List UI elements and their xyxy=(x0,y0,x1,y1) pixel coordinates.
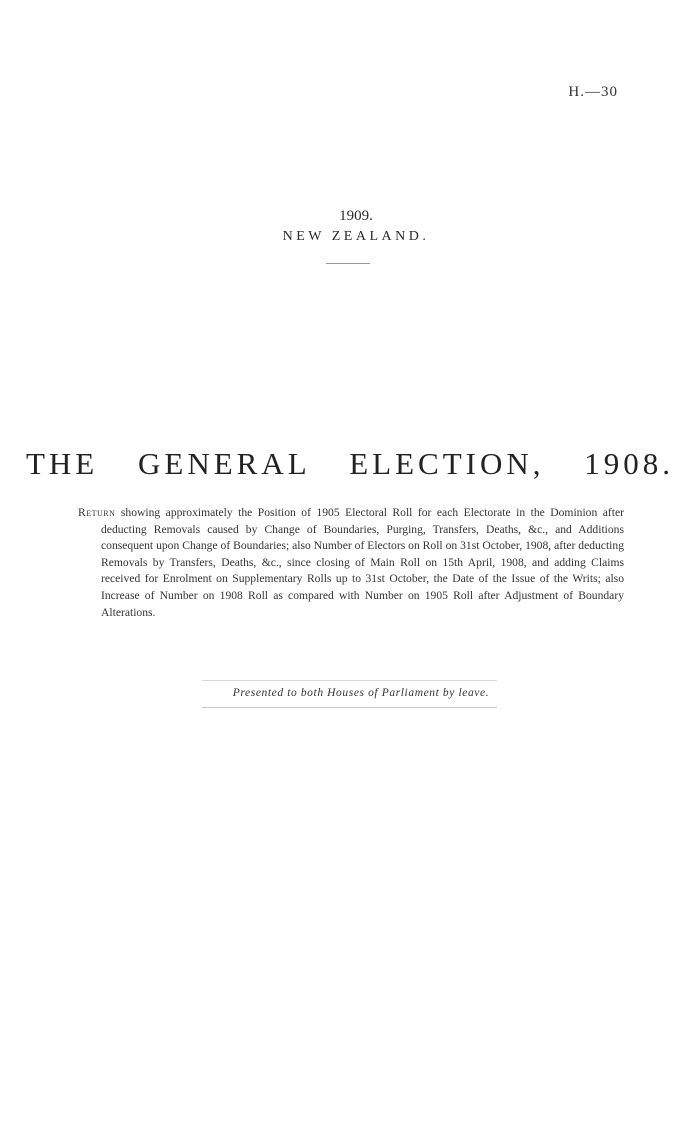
main-title: THE GENERAL ELECTION, 1908. xyxy=(25,446,675,481)
title-divider xyxy=(326,263,370,264)
country-heading: NEW ZEALAND. xyxy=(282,229,430,244)
presented-top-rule xyxy=(202,680,497,681)
return-body: showing approximately the Position of 1905 Electoral Roll for each Electorate in the Dominion after deducting Removals caused by Change of Boundaries, Purging, Transfers, Deaths, &c., and Additions consequent upon Change of Boundaries; also Number of Electors on Roll on 31st October, 1908, after deducting Removals by Transfers, Deaths, &c., since closing of Main Roll on 15th April, 1908, and adding Claims received for Enrolment on Supplementary Rolls up to 31st October, the Date of the Issue of the Writs; also Increase of Number on 1908 Roll as compared with Number on 1905 Roll after Adjustment of Boundary Alterations. xyxy=(101,506,624,619)
page-reference: H.—30 xyxy=(568,84,618,100)
document-year: 1909. xyxy=(339,208,373,224)
return-paragraph xyxy=(78,505,624,621)
return-lead-word: Return xyxy=(78,506,116,519)
presented-bottom-rule xyxy=(202,707,497,708)
presented-note: Presented to both Houses of Parliament by leave. xyxy=(232,687,490,699)
